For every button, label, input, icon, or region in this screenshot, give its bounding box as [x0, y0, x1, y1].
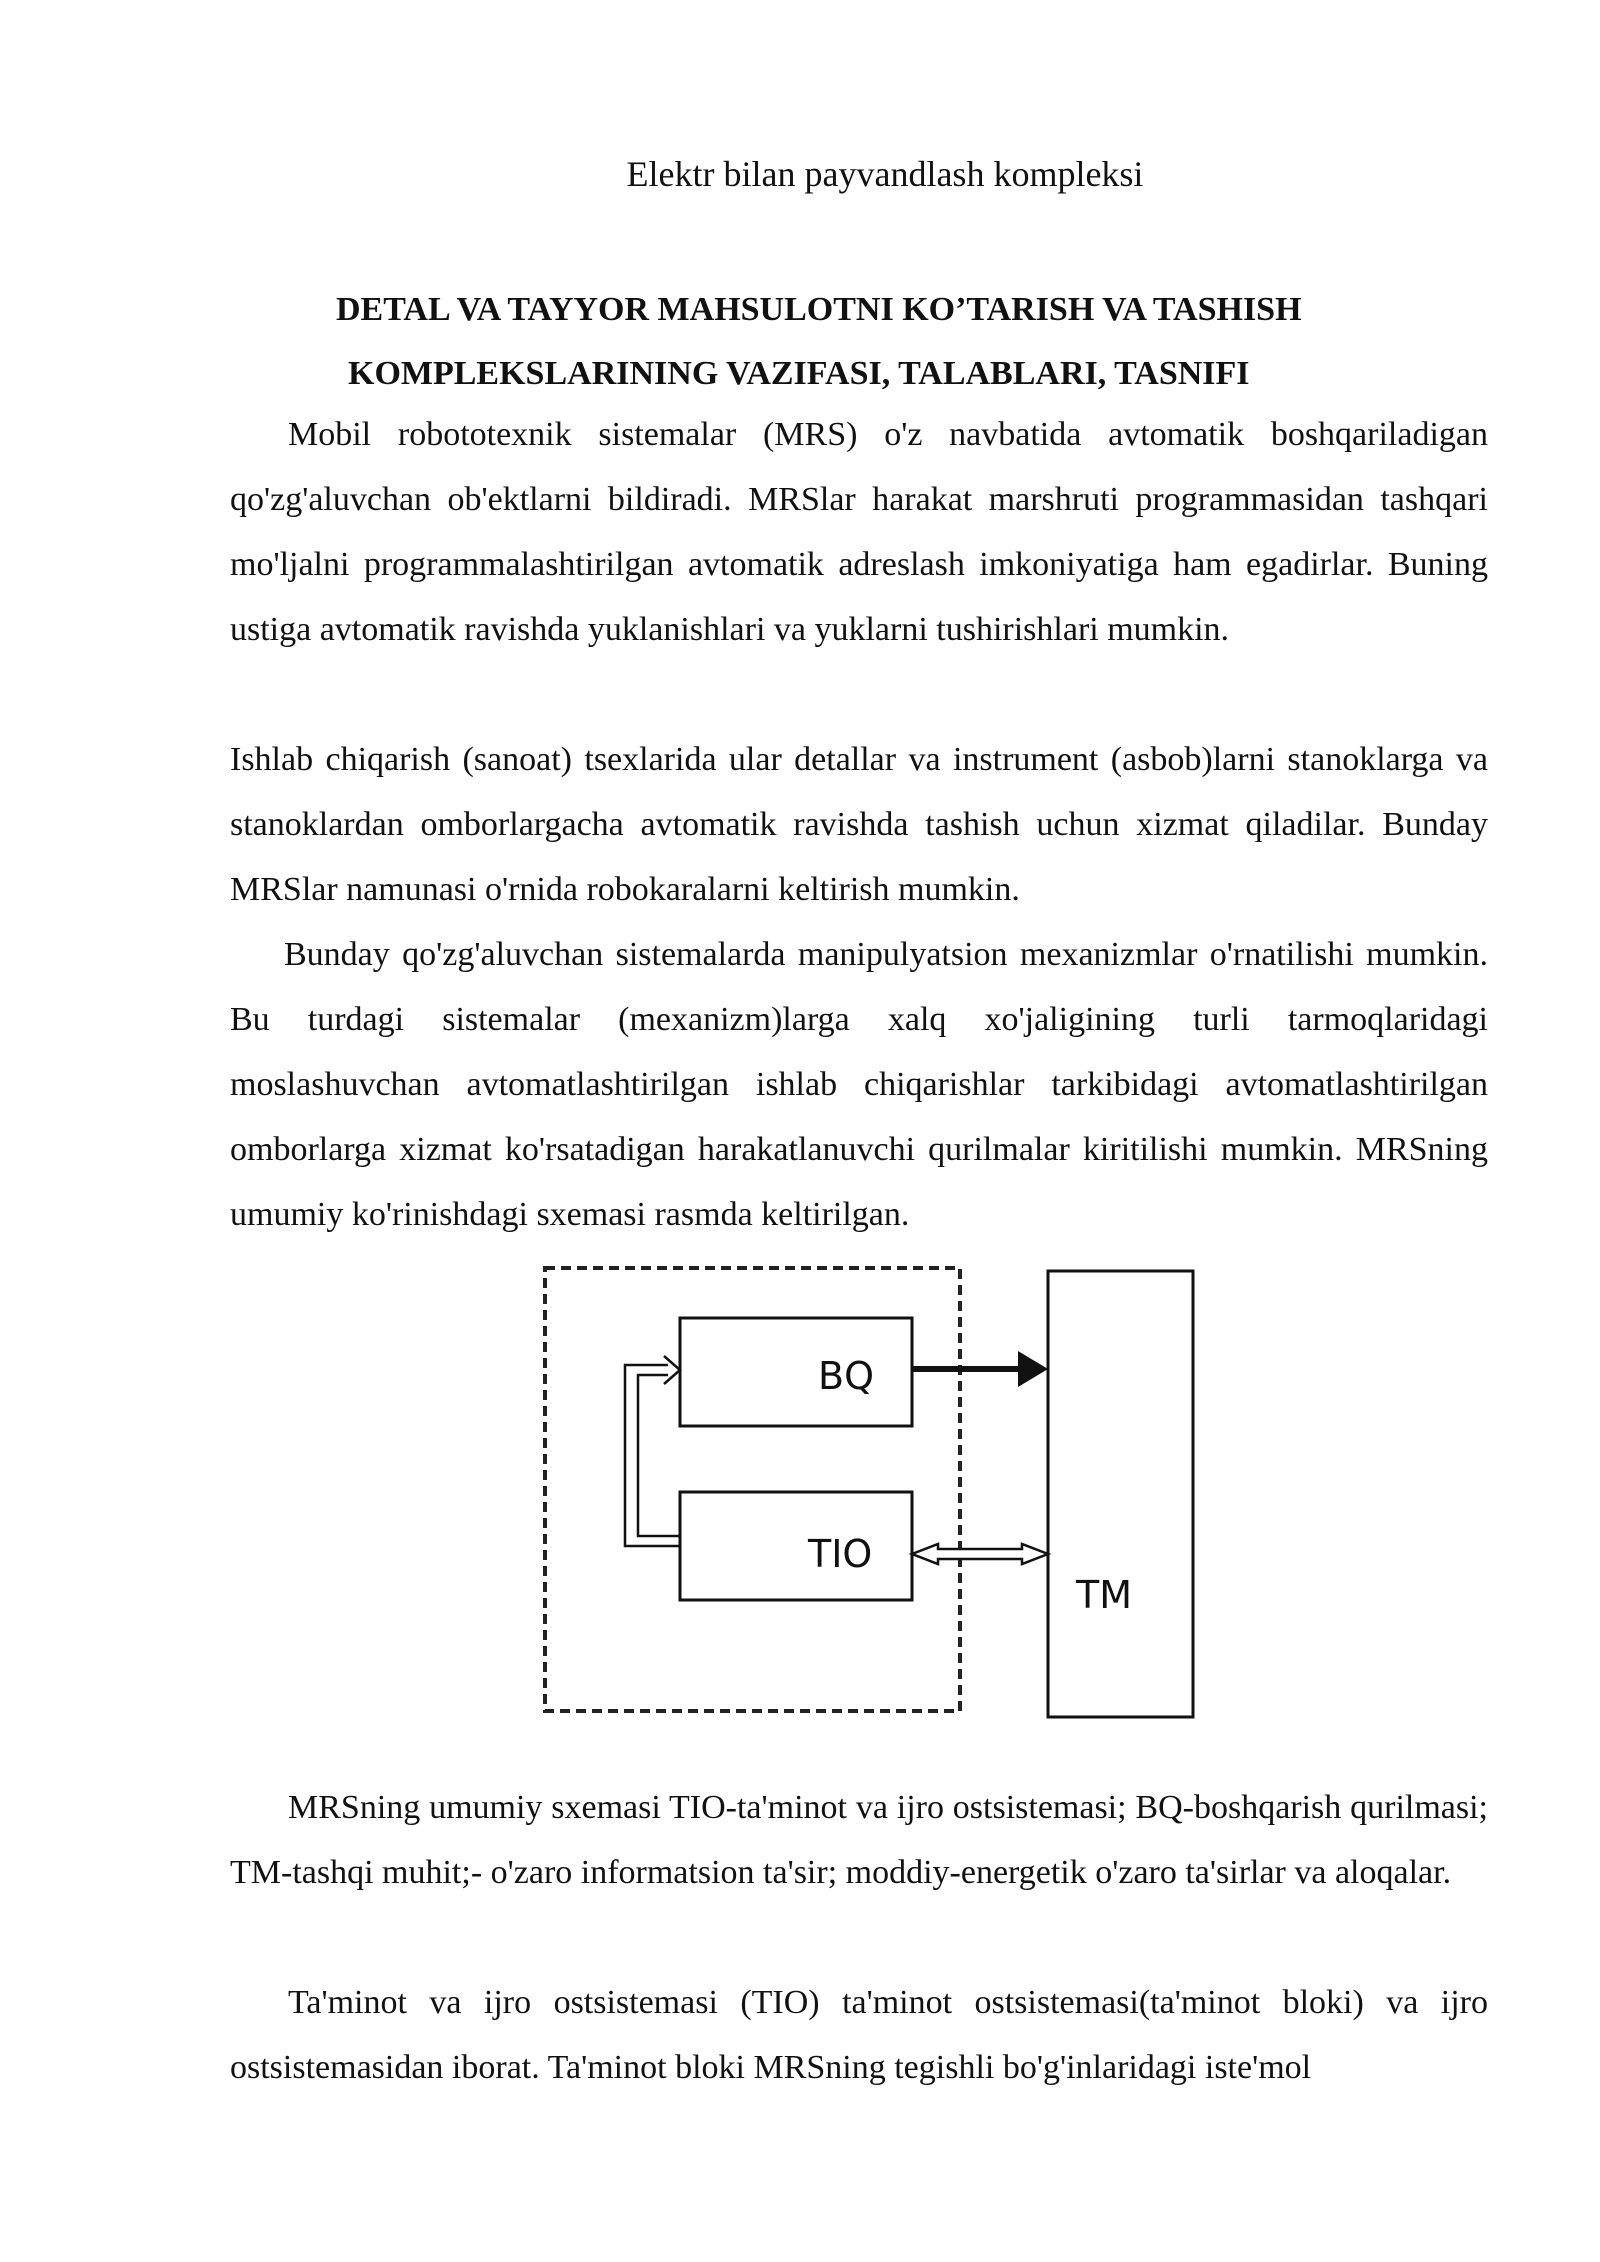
- tm-block: [1048, 1271, 1193, 1717]
- system-boundary: [545, 1268, 960, 1711]
- control-arrowhead: [1018, 1351, 1048, 1387]
- feedback-connector: [625, 1365, 680, 1546]
- tm-label: TM: [1076, 1573, 1132, 1617]
- paragraph-3: Bunday qo'zg'aluvchan sistemalarda manipulyatsion mexanizmlar o'rnatilishi mumkin. Bu turdagi sistemalar (mexanizm)larga xalq xo'jaligining turli tarmoqlaridagi moslashuvchan avtomatlashtirilgan ishlab chiqarishlar tarkibidagi avtomatlashtirilgan omborlarga xizmat ko'rsatadigan harakatlanuvchi qurilmalar kiritilishi mumkin. MRSning umumiy ko'rinishdagi sxemasi rasmda keltirilgan.: [230, 936, 1488, 1233]
- running-title: Elektr bilan payvandlash kompleksi: [626, 154, 1144, 194]
- bq-label: BQ: [818, 1354, 874, 1398]
- feedback-arrowhead: [664, 1356, 680, 1384]
- heading-line-1: DETAL VA TAYYOR MAHSULOTNI KO’TARISH VA TASHISH: [336, 291, 1302, 328]
- tio-block: [680, 1492, 912, 1600]
- figure-caption: MRSning umumiy sxemasi TIO-ta'minot va ijro ostsistemasi; BQ-boshqarish qurilmasi; TM-tashqi muhit;- o'zaro informatsion ta'sir; moddiy-energetik o'zaro ta'sirlar va aloqalar.: [230, 1789, 1488, 1891]
- section-heading: [300, 278, 1500, 406]
- energy-exchange-arrow: [912, 1544, 1048, 1564]
- mrs-diagram-svg: [540, 1262, 1210, 1732]
- tio-label: TIO: [808, 1532, 873, 1576]
- bq-block: [680, 1318, 912, 1426]
- paragraph-1: Mobil robototexnik sistemalar (MRS) o'z navbatida avtomatik boshqariladigan qo'zg'aluvchan ob'ektlarni bildiradi. MRSlar harakat marshruti programmasidan tashqari mo'ljalni programmalashtirilgan avtomatik adreslash imkoniyatiga ham egadirlar. Buning ustiga avtomatik ravishda yuklanishlari va yuklarni tushirishlari mumkin.: [230, 416, 1488, 648]
- heading-line-2: KOMPLEKSLARINING VAZIFASI, TALABLARI, TASNIFI: [348, 355, 1250, 392]
- paragraph-4: Ta'minot va ijro ostsistemasi (TIO) ta'minot ostsistemasi(ta'minot bloki) va ijro ostsistemasidan iborat. Ta'minot bloki MRSning tegishli bo'g'inlaridagi iste'mol: [230, 1984, 1488, 2086]
- paragraph-2: Ishlab chiqarish (sanoat) tsexlarida ular detallar va instrument (asbob)larni stanoklarga va stanoklardan omborlargacha avtomatik ravishda tashish uchun xizmat qiladilar. Bunday MRSlar namunasi o'rnida robokaralarni keltirish mumkin.: [230, 741, 1488, 908]
- mrs-diagram: [540, 1262, 1210, 1732]
